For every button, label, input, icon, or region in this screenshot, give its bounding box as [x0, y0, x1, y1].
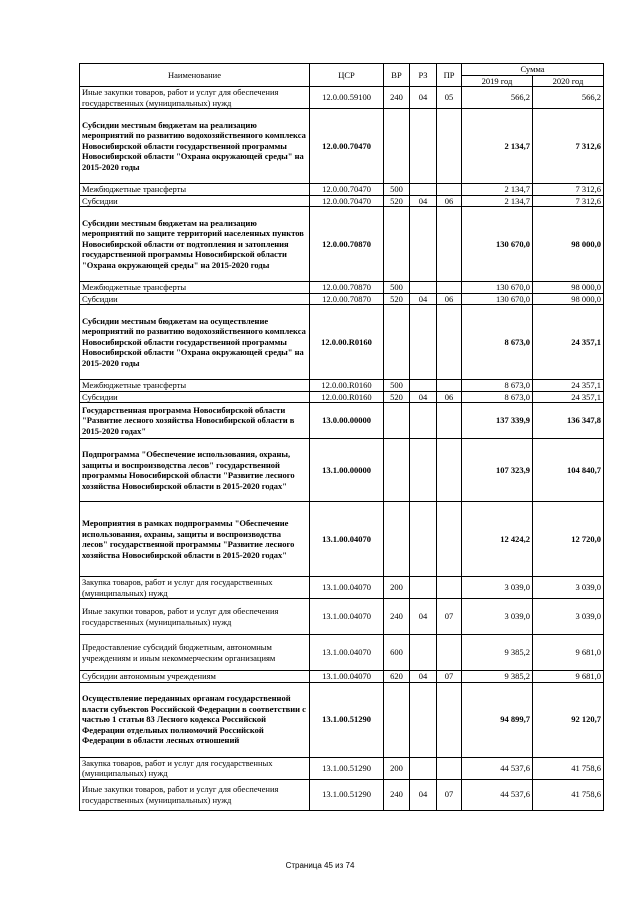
table-row — [80, 305, 604, 380]
page-footer: Страница 45 из 74 — [285, 861, 355, 870]
cell-name: Закупка товаров, работ и услуг для государственных (муниципальных) нужд — [80, 577, 310, 599]
table-row — [80, 282, 604, 294]
cell-name: Иные закупки товаров, работ и услуг для обеспечения государственных (муниципальных) нужд — [80, 599, 310, 635]
cell-vr — [384, 207, 410, 282]
cell-pr — [437, 757, 462, 779]
cell-vr: 200 — [384, 577, 410, 599]
cell-rz — [410, 502, 437, 577]
cell-name: Государственная программа Новосибирской области "Развитие лесного хозяйства Новосибирской области в 2015-2020 годах" — [80, 403, 310, 439]
budget-table — [79, 63, 604, 811]
cell-v2020: 24 357,1 — [533, 305, 604, 380]
cell-v2020: 3 039,0 — [533, 577, 604, 599]
cell-csr: 13.1.00.04070 — [310, 502, 384, 577]
cell-name: Иные закупки товаров, работ и услуг для обеспечения государственных (муниципальных) нужд — [80, 87, 310, 109]
table-row — [80, 195, 604, 207]
table-row — [80, 184, 604, 196]
cell-pr: 07 — [437, 599, 462, 635]
cell-vr: 600 — [384, 635, 410, 671]
cell-csr: 12.0.00.59100 — [310, 87, 384, 109]
cell-name: Мероприятия в рамках подпрограммы "Обеспечение использования, охраны, защиты и воспроизводства лесов" государственной программы "Развитие лесного хозяйства Новосибирской области в 2015-2020 годах" — [80, 502, 310, 577]
cell-pr — [437, 184, 462, 196]
cell-v2020: 7 312,6 — [533, 195, 604, 207]
table-row — [80, 635, 604, 671]
cell-csr: 13.1.00.00000 — [310, 439, 384, 502]
cell-name: Межбюджетные трансферты — [80, 282, 310, 294]
cell-v2020: 98 000,0 — [533, 293, 604, 305]
header-2020: 2020 год — [533, 75, 604, 87]
cell-pr: 06 — [437, 293, 462, 305]
cell-csr: 13.1.00.51290 — [310, 779, 384, 810]
cell-v2020: 9 681,0 — [533, 635, 604, 671]
cell-pr — [437, 682, 462, 757]
cell-v2020: 9 681,0 — [533, 671, 604, 683]
cell-pr — [437, 577, 462, 599]
cell-v2020: 98 000,0 — [533, 207, 604, 282]
table-row — [80, 380, 604, 392]
cell-v2019: 12 424,2 — [462, 502, 533, 577]
cell-name: Субсидии местным бюджетам на реализацию мероприятий по защите территорий населенных пунктов Новосибирской области от подтопления и затопления государственной программы Новосибирской области "Охрана окружающей среды" на 2015-2020 годы — [80, 207, 310, 282]
table-row — [80, 577, 604, 599]
cell-v2020: 41 758,6 — [533, 779, 604, 810]
cell-vr — [384, 682, 410, 757]
cell-v2019: 8 673,0 — [462, 380, 533, 392]
header-sum: Сумма — [462, 64, 604, 76]
cell-pr — [437, 380, 462, 392]
table-row — [80, 502, 604, 577]
cell-pr — [437, 439, 462, 502]
cell-pr: 06 — [437, 391, 462, 403]
table-row — [80, 403, 604, 439]
cell-v2019: 44 537,6 — [462, 779, 533, 810]
cell-v2019: 3 039,0 — [462, 577, 533, 599]
cell-vr: 500 — [384, 380, 410, 392]
table-row — [80, 779, 604, 810]
cell-v2020: 7 312,6 — [533, 184, 604, 196]
cell-csr: 12.0.00.70470 — [310, 109, 384, 184]
cell-pr — [437, 109, 462, 184]
cell-rz — [410, 207, 437, 282]
cell-pr — [437, 282, 462, 294]
cell-v2020: 98 000,0 — [533, 282, 604, 294]
header-2019: 2019 год — [462, 75, 533, 87]
cell-v2020: 566,2 — [533, 87, 604, 109]
cell-v2020: 7 312,6 — [533, 109, 604, 184]
cell-v2019: 2 134,7 — [462, 109, 533, 184]
cell-pr — [437, 635, 462, 671]
cell-vr: 520 — [384, 391, 410, 403]
cell-name: Закупка товаров, работ и услуг для государственных (муниципальных) нужд — [80, 757, 310, 779]
table-row — [80, 599, 604, 635]
cell-rz — [410, 380, 437, 392]
cell-csr: 12.0.00.R0160 — [310, 305, 384, 380]
table-row — [80, 671, 604, 683]
cell-v2019: 9 385,2 — [462, 671, 533, 683]
cell-pr: 07 — [437, 779, 462, 810]
cell-name: Субсидии автономным учреждениям — [80, 671, 310, 683]
cell-v2019: 8 673,0 — [462, 391, 533, 403]
cell-rz — [410, 682, 437, 757]
cell-v2019: 44 537,6 — [462, 757, 533, 779]
cell-rz — [410, 439, 437, 502]
cell-rz — [410, 757, 437, 779]
cell-name: Субсидии — [80, 293, 310, 305]
cell-rz — [410, 305, 437, 380]
cell-rz: 04 — [410, 779, 437, 810]
cell-pr — [437, 502, 462, 577]
cell-rz — [410, 577, 437, 599]
cell-name: Осуществление переданных органам государственной власти субъектов Российской Федерации в соответствии с частью 1 статьи 83 Лесного кодекса Российской Федерации отдельных полномочий Российской Федерации в области лесных отношений — [80, 682, 310, 757]
cell-v2019: 130 670,0 — [462, 282, 533, 294]
cell-name: Субсидии местным бюджетам на осуществление мероприятий по развитию водохозяйственного комплекса Новосибирской области государственной программы Новосибирской области "Охрана окружающей среды" на 2015-2020 годы — [80, 305, 310, 380]
cell-vr — [384, 403, 410, 439]
cell-vr: 240 — [384, 779, 410, 810]
cell-vr: 620 — [384, 671, 410, 683]
cell-rz: 04 — [410, 293, 437, 305]
cell-csr: 12.0.00.70870 — [310, 282, 384, 294]
cell-csr: 12.0.00.70470 — [310, 195, 384, 207]
cell-rz: 04 — [410, 599, 437, 635]
cell-rz: 04 — [410, 391, 437, 403]
cell-rz: 04 — [410, 87, 437, 109]
header-name: Наименование — [80, 64, 310, 87]
cell-name: Субсидии — [80, 195, 310, 207]
cell-v2020: 92 120,7 — [533, 682, 604, 757]
cell-vr: 520 — [384, 195, 410, 207]
cell-v2020: 12 720,0 — [533, 502, 604, 577]
cell-v2019: 9 385,2 — [462, 635, 533, 671]
cell-v2019: 566,2 — [462, 87, 533, 109]
cell-csr: 12.0.00.70470 — [310, 184, 384, 196]
cell-v2019: 107 323,9 — [462, 439, 533, 502]
cell-vr: 500 — [384, 282, 410, 294]
table-body — [80, 87, 604, 811]
cell-pr: 07 — [437, 671, 462, 683]
cell-pr: 05 — [437, 87, 462, 109]
table-row — [80, 391, 604, 403]
header-pr: ПР — [437, 64, 462, 87]
cell-csr: 13.1.00.04070 — [310, 671, 384, 683]
cell-csr: 13.1.00.51290 — [310, 757, 384, 779]
cell-pr: 06 — [437, 195, 462, 207]
cell-name: Межбюджетные трансферты — [80, 184, 310, 196]
cell-vr — [384, 305, 410, 380]
header-rz: РЗ — [410, 64, 437, 87]
cell-name: Межбюджетные трансферты — [80, 380, 310, 392]
cell-csr: 13.1.00.04070 — [310, 599, 384, 635]
cell-v2019: 94 899,7 — [462, 682, 533, 757]
table-row — [80, 439, 604, 502]
cell-v2019: 130 670,0 — [462, 293, 533, 305]
cell-csr: 13.1.00.04070 — [310, 635, 384, 671]
cell-v2020: 41 758,6 — [533, 757, 604, 779]
header-vr: ВР — [384, 64, 410, 87]
table-row — [80, 87, 604, 109]
cell-pr — [437, 305, 462, 380]
cell-name: Субсидии местным бюджетам на реализацию мероприятий по развитию водохозяйственного комплекса Новосибирской области государственной программы Новосибирской области "Охрана окружающей среды" на 2015-2020 годы — [80, 109, 310, 184]
table-row — [80, 207, 604, 282]
cell-vr: 240 — [384, 87, 410, 109]
cell-csr: 12.0.00.70870 — [310, 293, 384, 305]
cell-csr: 12.0.00.R0160 — [310, 380, 384, 392]
cell-v2019: 137 339,9 — [462, 403, 533, 439]
cell-csr: 13.1.00.51290 — [310, 682, 384, 757]
cell-name: Подпрограмма "Обеспечение использования, охраны, защиты и воспроизводства лесов" государственной программы Новосибирской области "Развитие лесного хозяйства Новосибирской области в 2015-2020 годах" — [80, 439, 310, 502]
cell-name: Иные закупки товаров, работ и услуг для обеспечения государственных (муниципальных) нужд — [80, 779, 310, 810]
cell-v2019: 2 134,7 — [462, 184, 533, 196]
cell-vr — [384, 109, 410, 184]
cell-rz: 04 — [410, 195, 437, 207]
cell-csr: 13.0.00.00000 — [310, 403, 384, 439]
cell-vr: 520 — [384, 293, 410, 305]
cell-v2019: 2 134,7 — [462, 195, 533, 207]
cell-name: Субсидии — [80, 391, 310, 403]
cell-vr: 200 — [384, 757, 410, 779]
cell-rz — [410, 635, 437, 671]
cell-name: Предоставление субсидий бюджетным, автономным учреждениям и иным некоммерческим организациям — [80, 635, 310, 671]
cell-csr: 13.1.00.04070 — [310, 577, 384, 599]
table-row — [80, 109, 604, 184]
cell-v2020: 24 357,1 — [533, 391, 604, 403]
cell-v2020: 3 039,0 — [533, 599, 604, 635]
table-row — [80, 682, 604, 757]
table-row — [80, 757, 604, 779]
cell-v2020: 104 840,7 — [533, 439, 604, 502]
cell-rz — [410, 282, 437, 294]
cell-csr: 12.0.00.70870 — [310, 207, 384, 282]
cell-pr — [437, 403, 462, 439]
header-csr: ЦСР — [310, 64, 384, 87]
cell-rz — [410, 109, 437, 184]
cell-vr: 500 — [384, 184, 410, 196]
cell-v2019: 8 673,0 — [462, 305, 533, 380]
cell-v2019: 130 670,0 — [462, 207, 533, 282]
cell-rz: 04 — [410, 671, 437, 683]
cell-rz — [410, 403, 437, 439]
cell-v2020: 24 357,1 — [533, 380, 604, 392]
cell-rz — [410, 184, 437, 196]
cell-pr — [437, 207, 462, 282]
cell-csr: 12.0.00.R0160 — [310, 391, 384, 403]
cell-vr — [384, 502, 410, 577]
cell-vr: 240 — [384, 599, 410, 635]
cell-v2020: 136 347,8 — [533, 403, 604, 439]
cell-v2019: 3 039,0 — [462, 599, 533, 635]
cell-vr — [384, 439, 410, 502]
table-row — [80, 293, 604, 305]
